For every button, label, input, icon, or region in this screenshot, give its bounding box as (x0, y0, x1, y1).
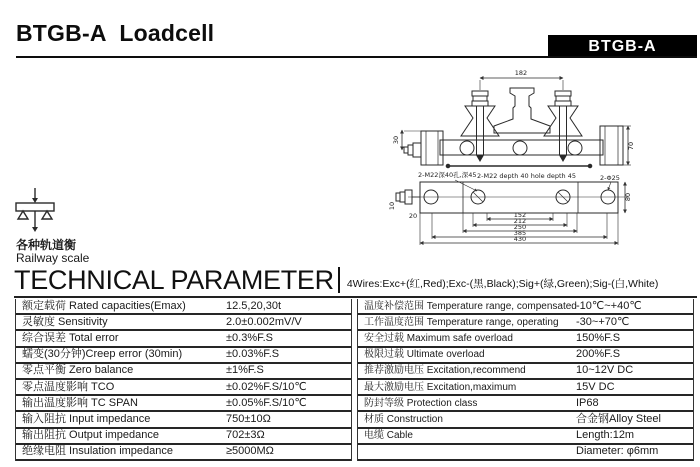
hole-note-en: 2-M22 depth 40 hole depth 45 (477, 172, 576, 180)
dim-plan-height: 80 (624, 192, 632, 202)
spec-label: 输出温度影响 TC SPAN (22, 396, 138, 409)
technical-parameter-heading (14, 266, 658, 294)
spec-value: -10℃~+40℃ (576, 299, 642, 312)
spec-value: ±0.3%F.S (226, 331, 274, 344)
table-row (358, 299, 693, 315)
dim-bolt-spacing: 182 (514, 69, 528, 77)
dim-height-right: 70 (627, 141, 635, 151)
spec-label: 安全过载 Maximum safe overload (364, 332, 513, 344)
spec-value: 200%F.S (576, 348, 621, 361)
spec-value: 2.0±0.002mV/V (226, 315, 302, 328)
table-row (16, 315, 351, 331)
dim-len-212: 212 (513, 217, 527, 225)
application-label-zh: 各种轨道衡 (16, 238, 77, 252)
spec-value: ±0.03%F.S (226, 348, 280, 361)
spec-label: 推荐激励电压 Excitation,recommend (364, 365, 526, 377)
spec-table-left (15, 299, 352, 461)
spec-value: ±1%F.S (226, 364, 264, 377)
table-row (358, 315, 693, 331)
table-row (358, 396, 693, 412)
table-row (16, 429, 351, 445)
spec-label: 蠕变(30分钟)Creep error (30min) (22, 348, 183, 361)
spec-value: 12.5,20,30t (226, 299, 282, 312)
spec-value: -30~+70℃ (576, 315, 630, 328)
table-row (358, 412, 693, 428)
hole-note-zh: 2-M22深40孔,深45 (418, 171, 477, 179)
spec-label: 工作温度范围 Temperature range, operating (364, 316, 559, 328)
spec-label: 材质 Construction (364, 413, 443, 425)
spec-value: Diameter: φ6mm (576, 445, 659, 458)
heading-divider (338, 267, 340, 293)
through-holes-note: 2-Φ25 (600, 174, 620, 182)
spec-value: 10~12V DC (576, 364, 634, 377)
page-title: BTGB-A Loadcell (16, 20, 215, 46)
table-row (16, 364, 351, 380)
spec-label: 输出阻抗 Output impedance (22, 429, 159, 442)
title-rule (16, 56, 697, 58)
spec-tables (15, 299, 694, 461)
spec-value: 15V DC (576, 380, 615, 393)
table-row (16, 299, 351, 315)
dim-len-385: 385 (513, 229, 527, 237)
dim-len-152: 152 (513, 211, 527, 219)
table-row (358, 348, 693, 364)
spec-label: 电缆 Cable (364, 430, 413, 442)
table-row (358, 331, 693, 347)
table-row (16, 348, 351, 364)
spec-label: 灵敏度 Sensitivity (22, 315, 108, 328)
dim-offset-large: 20 (408, 212, 418, 220)
spec-label: 绝缘电阻 Insulation impedance (22, 445, 174, 458)
plan-view (396, 180, 628, 245)
application-label-en: Railway scale (16, 251, 90, 265)
spec-value: ±0.05%F.S/10℃ (226, 396, 307, 409)
spec-label: 输入阻抗 Input impedance (22, 412, 151, 425)
table-row (358, 445, 693, 461)
spec-value: 750±10Ω (226, 412, 271, 425)
table-row (16, 331, 351, 347)
spec-label: 综合误差 Total error (22, 331, 119, 344)
front-view (402, 78, 631, 168)
spec-table-right (357, 299, 694, 461)
table-row (358, 364, 693, 380)
dim-offset-small: 10 (388, 201, 396, 211)
spec-value: 150%F.S (576, 331, 621, 344)
loadcell-dimension-drawing (380, 60, 700, 250)
spec-value: IP68 (576, 396, 599, 409)
spec-value: ±0.02%F.S/10℃ (226, 380, 307, 393)
table-row (16, 380, 351, 396)
table-row (16, 396, 351, 412)
spec-value: Length:12m (576, 429, 635, 442)
beam-load-icon (14, 186, 84, 236)
dim-height-left: 30 (392, 135, 400, 145)
spec-label: 额定载荷 Rated capacities(Emax) (22, 299, 186, 312)
spec-value: 702±3Ω (226, 429, 265, 442)
model-badge: BTGB-A (548, 35, 697, 58)
table-top-rule (14, 296, 697, 298)
spec-label: 零点温度影响 TCO (22, 380, 115, 393)
spec-label: 最大激励电压 Excitation,maximum (364, 381, 517, 393)
spec-value: 合金钢Alloy Steel (576, 412, 661, 425)
table-row (358, 380, 693, 396)
spec-value: ≥5000MΩ (226, 445, 274, 458)
dim-len-430: 430 (513, 235, 527, 243)
table-row (358, 429, 693, 445)
spec-label: 极限过载 Ultimate overload (364, 349, 485, 361)
spec-label: 防封等级 Protection class (364, 397, 478, 409)
spec-label: 温度补偿范围 Temperature range, compensated (364, 300, 577, 312)
table-row (16, 412, 351, 428)
table-row (16, 445, 351, 461)
dim-len-250: 250 (513, 223, 527, 231)
spec-label: 零点平衡 Zero balance (22, 364, 134, 377)
wiring-note: 4Wires:Exc+(红,Red);Exc-(黑,Black);Sig+(绿,Green);Sig-(白,White) (346, 278, 659, 290)
section-title: TECHNICAL PARAMETER (14, 265, 334, 295)
